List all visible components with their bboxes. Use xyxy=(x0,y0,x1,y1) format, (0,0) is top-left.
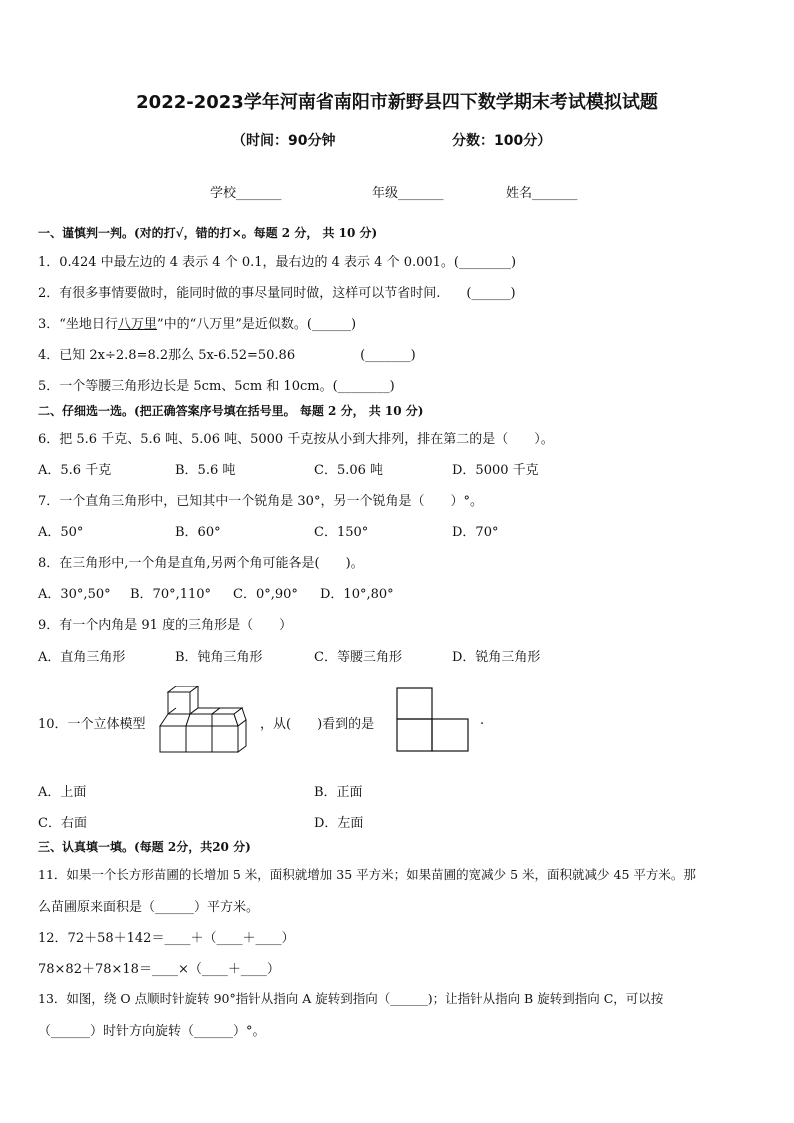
q7-option-b: B．60° xyxy=(175,525,221,540)
q8-option-c: C．0°,90° xyxy=(233,587,298,602)
question-12-line1: 12．72＋58＋142＝____＋（____＋____） xyxy=(38,931,295,946)
q7-option-d: D．70° xyxy=(452,525,499,540)
question-13-line2: （______）时针方向旋转（______）°。 xyxy=(38,1024,266,1039)
question-12-line2: 78×82＋78×18＝____×（____＋____） xyxy=(38,962,280,977)
section-1-heading: 一、谨慎判一判。(对的打√，错的打×。每题 2 分， 共 10 分) xyxy=(38,226,378,240)
cube-model-figure xyxy=(156,686,250,756)
score-label: 分数：100分） xyxy=(452,133,552,149)
q6-option-c: C．5.06 吨 xyxy=(314,463,384,478)
q9-option-c: C．等腰三角形 xyxy=(314,650,402,665)
name-field: 姓名_______ xyxy=(506,186,578,201)
page-title: 2022-2023学年河南省南阳市新野县四下数学期末考试模拟试题 xyxy=(136,92,658,113)
section-3-heading: 三、认真填一填。(每题 2分，共20 分) xyxy=(38,840,251,854)
q7-option-a: A．50° xyxy=(38,525,84,540)
grade-field: 年级_______ xyxy=(372,186,444,201)
q6-option-d: D．5000 千克 xyxy=(452,463,539,478)
question-10-suffix: . xyxy=(480,713,485,728)
time-label: （时间：90分钟 xyxy=(232,133,336,149)
question-1: 1．0.424 中最左边的 4 表示 4 个 0.1，最右边的 4 表示 4 个 0.001。(________) xyxy=(38,255,517,270)
q9-option-d: D．锐角三角形 xyxy=(452,650,541,665)
question-3: 3．“坐地日行八万里”中的“八万里”是近似数。(______) xyxy=(38,317,357,332)
q10-option-a: A．上面 xyxy=(38,785,87,800)
question-8: 8．在三角形中,一个角是直角,另两个角可能各是( )。 xyxy=(38,556,364,571)
q8-option-b: B．70°,110° xyxy=(130,587,212,602)
q10-option-c: C．右面 xyxy=(38,816,87,831)
q7-option-c: C．150° xyxy=(314,525,369,540)
view-shape-figure xyxy=(396,687,470,753)
question-5: 5．一个等腰三角形边长是 5cm、5cm 和 10cm。(________) xyxy=(38,379,395,394)
q10-option-b: B．正面 xyxy=(314,785,363,800)
q9-option-a: A．直角三角形 xyxy=(38,650,126,665)
question-4: 4．已知 2x÷2.8=8.2那么 5x-6.52=50.86 (_______) xyxy=(38,348,416,363)
question-7: 7．一个直角三角形中，已知其中一个锐角是 30°，另一个锐角是（ ）°。 xyxy=(38,494,483,509)
section-2-heading: 二、仔细选一选。(把正确答案序号填在括号里。 每题 2 分， 共 10 分) xyxy=(38,404,424,418)
school-field: 学校_______ xyxy=(210,186,282,201)
q10-option-d: D．左面 xyxy=(314,816,364,831)
question-10-prefix: 10．一个立体模型 xyxy=(38,717,146,732)
question-10-middle: ，从( )看到的是 xyxy=(260,717,375,732)
q8-option-a: A．30°,50° xyxy=(38,587,111,602)
question-2: 2．有很多事情要做时，能同时做的事尽量同时做，这样可以节省时间. (______) xyxy=(38,286,516,301)
question-11-line2: 么苗圃原来面积是（______）平方米。 xyxy=(38,900,260,915)
q8-option-d: D．10°,80° xyxy=(320,587,394,602)
question-9: 9．有一个内角是 91 度的三角形是（ ） xyxy=(38,618,293,633)
q6-option-b: B．5.6 吨 xyxy=(175,463,236,478)
q6-option-a: A．5.6 千克 xyxy=(38,463,112,478)
question-13-line1: 13．如图，绕 O 点顺时针旋转 90°指针从指向 A 旋转到指向（______)；让指针从指向 B 旋转到指向 C，可以按 xyxy=(38,991,664,1006)
question-6: 6．把 5.6 千克、5.6 吨、5.06 吨、5000 千克按从小到大排列，排在第二的是（ ）。 xyxy=(38,432,554,447)
q9-option-b: B．钝角三角形 xyxy=(175,650,263,665)
question-11-line1: 11．如果一个长方形苗圃的长增加 5 米，面积就增加 35 平方米；如果苗圃的宽减少 5 米，面积就减少 45 平方米。那 xyxy=(38,867,696,882)
